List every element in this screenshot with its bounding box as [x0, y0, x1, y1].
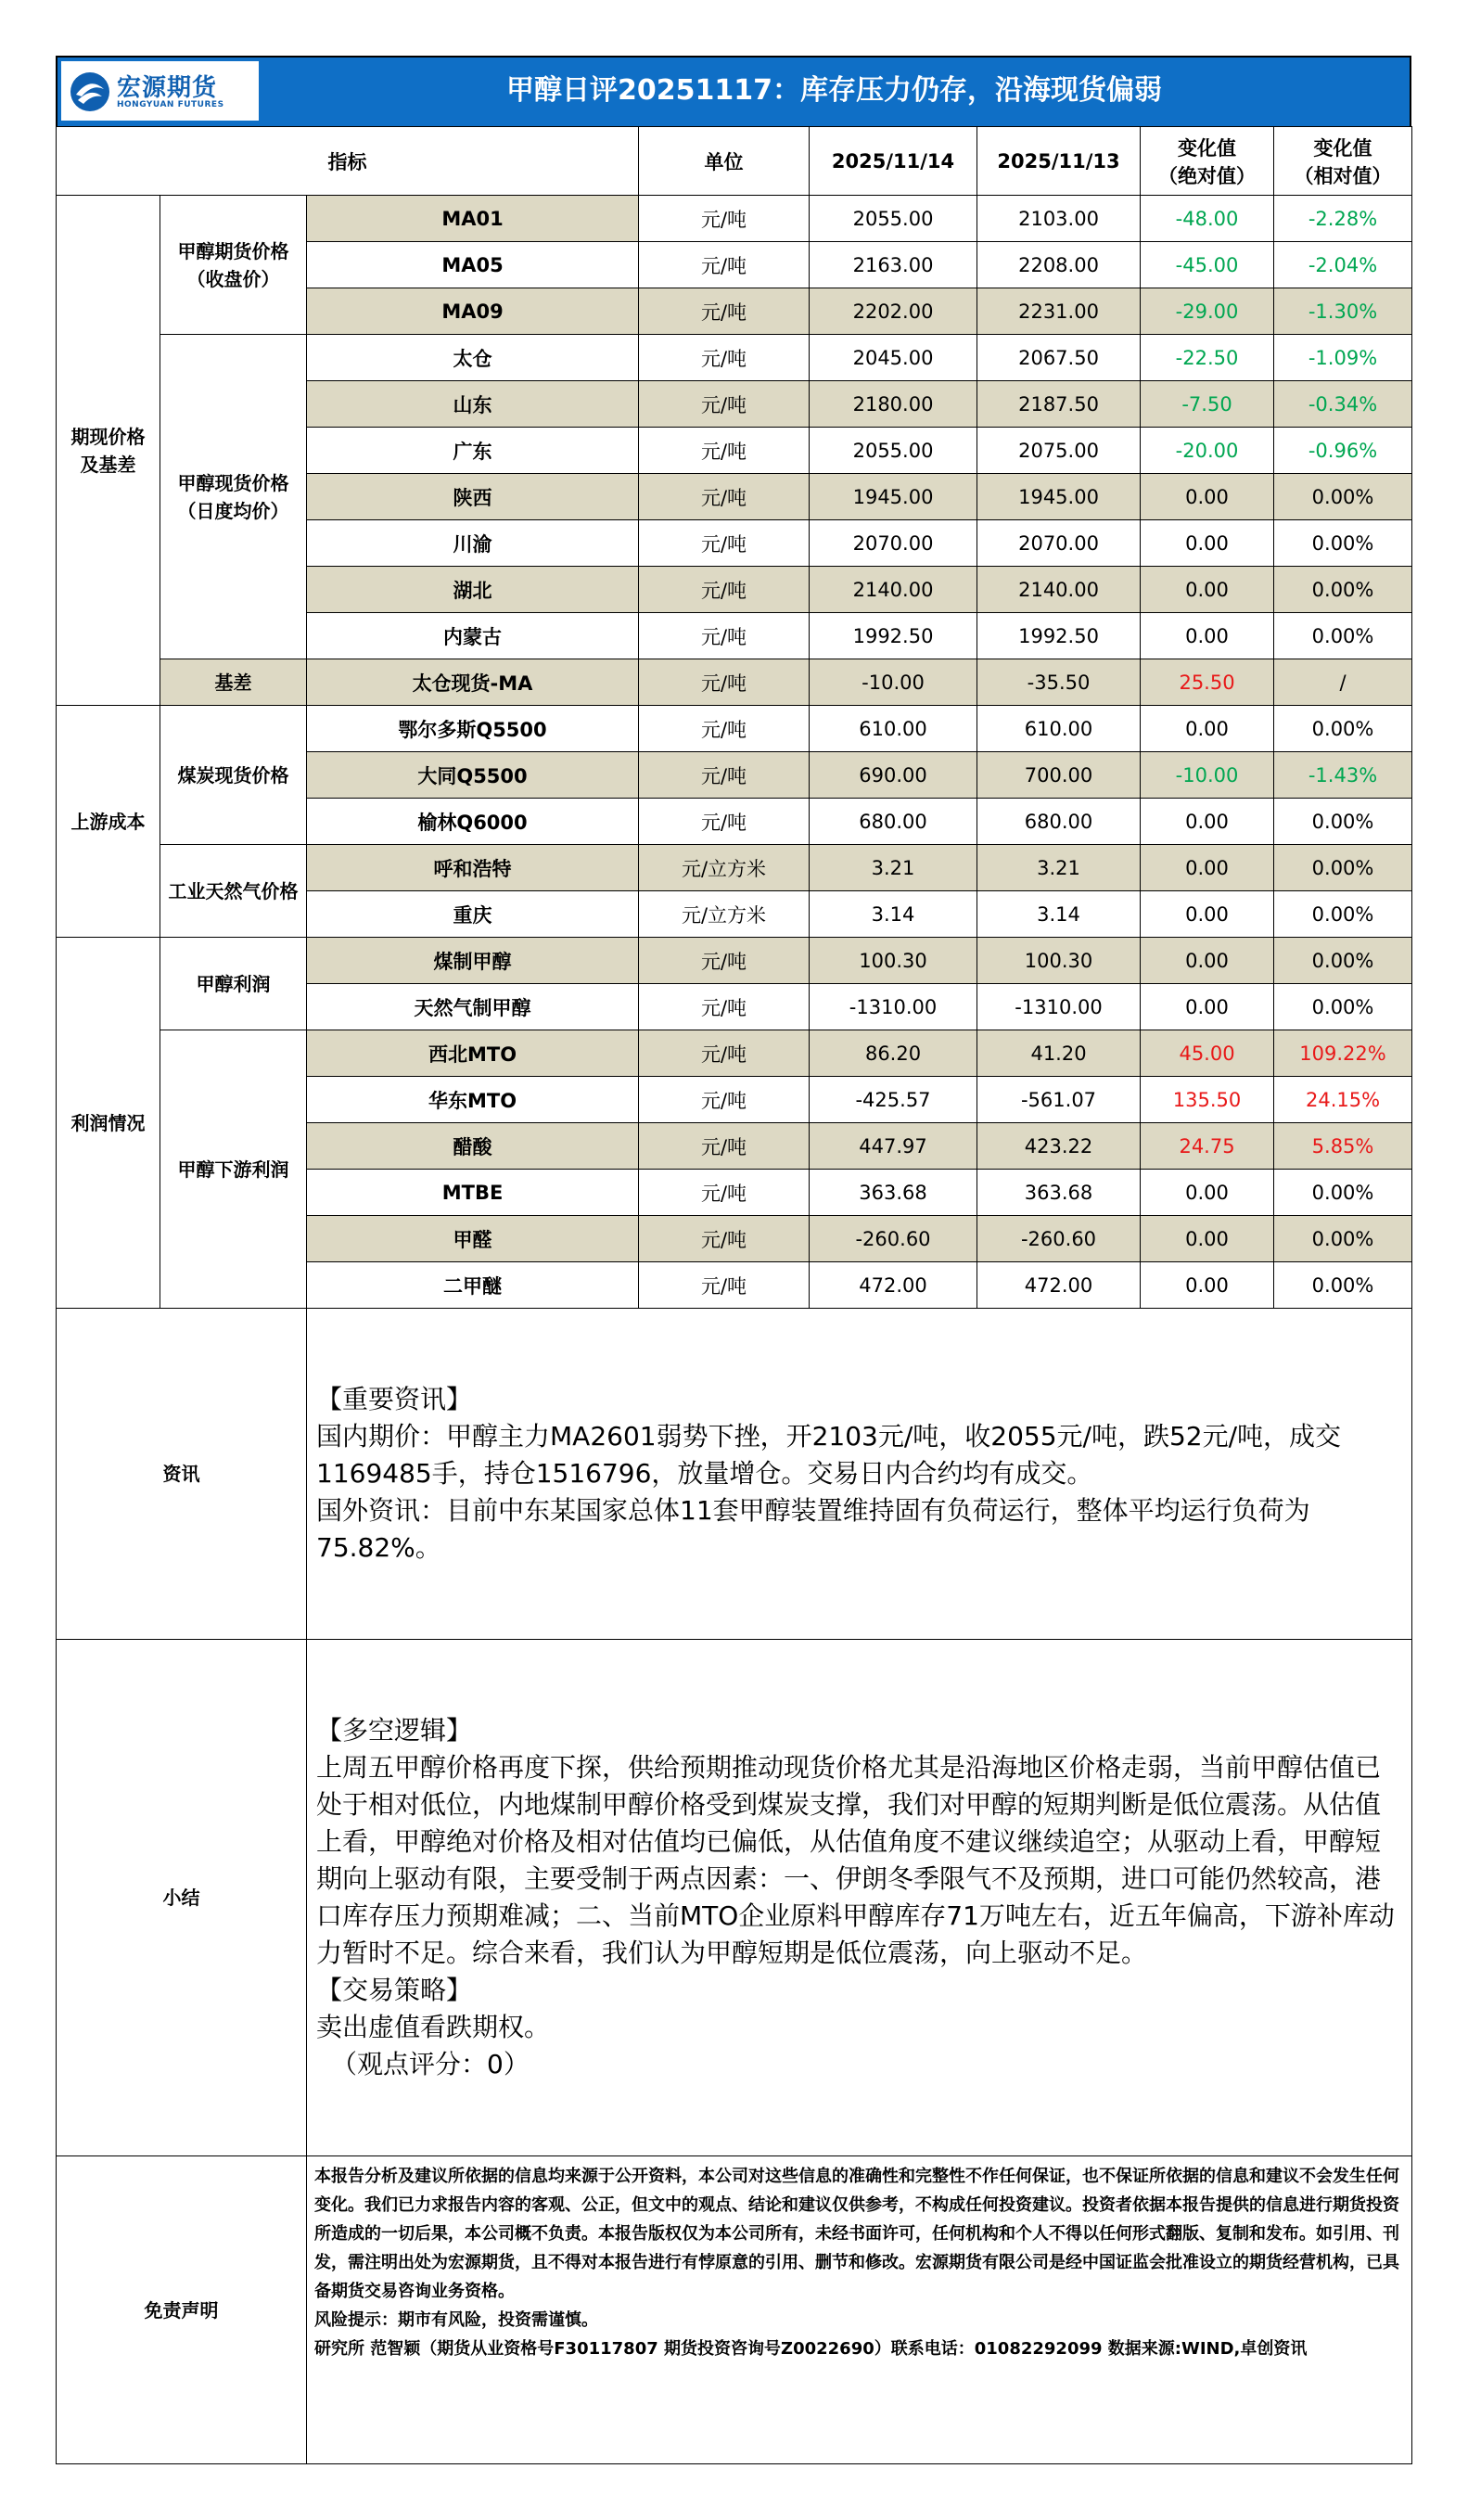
- row-change-abs: 135.50: [1141, 1077, 1274, 1123]
- report-page: [56, 56, 1411, 2464]
- row-name: 呼和浩特: [307, 845, 639, 891]
- row-value-date1: 2202.00: [810, 288, 977, 335]
- row-value-date2: 1992.50: [977, 613, 1141, 659]
- row-value-date2: -561.07: [977, 1077, 1141, 1123]
- row-value-date2: -260.60: [977, 1216, 1141, 1262]
- strategy-text: 卖出虚值看跌期权。: [316, 2012, 551, 2042]
- row-name: MA05: [307, 242, 639, 288]
- row-value-date1: 2180.00: [810, 381, 977, 428]
- row-name: MA09: [307, 288, 639, 335]
- row-change-abs: -48.00: [1141, 196, 1274, 242]
- row-change-abs: -45.00: [1141, 242, 1274, 288]
- summary-heading: 【多空逻辑】: [316, 1715, 473, 1746]
- table-row: [57, 335, 1412, 381]
- row-value-date2: -35.50: [977, 659, 1141, 706]
- row-name: 二甲醚: [307, 1262, 639, 1309]
- news-heading: 【重要资讯】: [316, 1384, 473, 1414]
- row-change-abs: -22.50: [1141, 335, 1274, 381]
- row-value-date1: 3.21: [810, 845, 977, 891]
- row-value-date2: 3.14: [977, 891, 1141, 938]
- row-value-date1: 2045.00: [810, 335, 977, 381]
- row-change-abs: 0.00: [1141, 799, 1274, 845]
- table-row: [57, 659, 1412, 706]
- row-change-rel: 0.00%: [1274, 799, 1412, 845]
- row-name: 内蒙古: [307, 613, 639, 659]
- row-value-date2: 1945.00: [977, 474, 1141, 520]
- row-unit: 元/吨: [639, 706, 810, 752]
- summary-paragraph: 上周五甲醇价格再度下探，供给预期推动现货价格尤其是沿海地区价格走弱，当前甲醇估值已处于相对低位，内地煤制甲醇价格受到煤炭支撑，我们对甲醇的短期判断是低位震荡。从估值上看，甲醇绝对价格及相对估值均已偏低，从估值角度不建议继续追空；从驱动上看，甲醇短期向上驱动有限，主要受制于两点因素：一、伊朗冬季限气不及预期，进口可能仍然较高，港口库存压力预期难减；二、当前MTO企业原料甲醇库存71万吨左右，近五年偏高，下游补库动力暂时不足。综合来看，我们认为甲醇短期是低位震荡，向上驱动不足。: [316, 1752, 1395, 1968]
- row-unit: 元/吨: [639, 799, 810, 845]
- row-unit: 元/吨: [639, 288, 810, 335]
- row-change-rel: 0.00%: [1274, 1262, 1412, 1309]
- report-header: [56, 56, 1411, 126]
- row-value-date2: 610.00: [977, 706, 1141, 752]
- row-change-rel: 0.00%: [1274, 567, 1412, 613]
- row-value-date2: 2208.00: [977, 242, 1141, 288]
- score-text: （观点评分：0）: [331, 2049, 530, 2079]
- row-unit: 元/吨: [639, 474, 810, 520]
- row-name: 重庆: [307, 891, 639, 938]
- group-label-gas: 工业天然气价格: [160, 845, 307, 938]
- row-unit: 元/吨: [639, 381, 810, 428]
- row-change-abs: 0.00: [1141, 1262, 1274, 1309]
- group-label-basis: 基差: [160, 659, 307, 706]
- logo-text-cn: 宏源期货: [117, 74, 218, 102]
- row-change-rel: -0.96%: [1274, 428, 1412, 474]
- row-change-abs: 45.00: [1141, 1030, 1274, 1077]
- row-unit: 元/吨: [639, 1077, 810, 1123]
- col-header-unit: 单位: [639, 127, 810, 196]
- row-unit: 元/吨: [639, 659, 810, 706]
- row-change-abs: 0.00: [1141, 845, 1274, 891]
- row-change-abs: 0.00: [1141, 706, 1274, 752]
- group-label-coal: 煤炭现货价格: [160, 706, 307, 845]
- row-value-date1: 100.30: [810, 938, 977, 984]
- row-value-date2: 363.68: [977, 1170, 1141, 1216]
- row-name: 西北MTO: [307, 1030, 639, 1077]
- row-value-date2: 2067.50: [977, 335, 1141, 381]
- group-label-futures: 甲醇期货价格 （收盘价）: [160, 196, 307, 335]
- row-change-abs: 0.00: [1141, 891, 1274, 938]
- row-unit: 元/吨: [639, 567, 810, 613]
- section-label-profit: 利润情况: [57, 938, 160, 1309]
- row-name: 醋酸: [307, 1123, 639, 1170]
- news-row: [57, 1309, 1412, 1640]
- row-change-rel: 5.85%: [1274, 1123, 1412, 1170]
- row-change-abs: 0.00: [1141, 984, 1274, 1030]
- row-value-date1: 2070.00: [810, 520, 977, 567]
- disclaimer-content: [307, 2156, 1412, 2464]
- table-row: [57, 196, 1412, 242]
- row-value-date1: 2163.00: [810, 242, 977, 288]
- row-name: 榆林Q6000: [307, 799, 639, 845]
- row-change-abs: 25.50: [1141, 659, 1274, 706]
- row-value-date2: 2103.00: [977, 196, 1141, 242]
- row-value-date2: 100.30: [977, 938, 1141, 984]
- row-value-date2: 3.21: [977, 845, 1141, 891]
- row-unit: 元/吨: [639, 1123, 810, 1170]
- row-change-abs: -29.00: [1141, 288, 1274, 335]
- row-change-rel: -1.09%: [1274, 335, 1412, 381]
- hongyuan-logo-icon: [69, 70, 111, 113]
- table-row: [57, 706, 1412, 752]
- strategy-heading: 【交易策略】: [316, 1975, 473, 2005]
- disclaimer-paragraph: 本报告分析及建议所依据的信息均来源于公开资料，本公司对这些信息的准确性和完整性不作任何保证，也不保证所依据的信息和建议不会发生任何变化。我们已力求报告内容的客观、公正，但文中的观点、结论和建议仅供参考，不构成任何投资建议。投资者依据本报告提供的信息进行期货投资所造成的一切后果，本公司概不负责。本报告版权仅为本公司所有，未经书面许可，任何机构和个人不得以任何形式翻版、复制和发布。如引用、刊发，需注明出处为宏源期货，且不得对本报告进行有悖原意的引用、删节和修改。宏源期货有限公司是经中国证监会批准设立的期货经营机构，已具备期货交易咨询业务资格。: [314, 2167, 1399, 2301]
- row-unit: 元/吨: [639, 752, 810, 799]
- row-change-rel: 0.00%: [1274, 474, 1412, 520]
- news-paragraph: 国外资讯：目前中东某国家总体11套甲醇装置维持固有负荷运行，整体平均运行负荷为75.82%。: [316, 1495, 1310, 1563]
- row-change-rel: 0.00%: [1274, 938, 1412, 984]
- table-row: [57, 845, 1412, 891]
- row-value-date1: 3.14: [810, 891, 977, 938]
- row-name: 广东: [307, 428, 639, 474]
- row-change-abs: -10.00: [1141, 752, 1274, 799]
- row-value-date2: 2231.00: [977, 288, 1141, 335]
- row-value-date1: 1992.50: [810, 613, 977, 659]
- row-unit: 元/吨: [639, 1170, 810, 1216]
- analyst-info: 研究所 范智颖（期货从业资格号F30117807 期货投资咨询号Z0022690）联系电话：01082292099 数据来源:WIND,卓创资讯: [314, 2339, 1308, 2359]
- row-change-abs: 0.00: [1141, 613, 1274, 659]
- row-name: MA01: [307, 196, 639, 242]
- group-label-downstream: 甲醇下游利润: [160, 1030, 307, 1309]
- row-unit: 元/吨: [639, 335, 810, 381]
- row-change-rel: -1.43%: [1274, 752, 1412, 799]
- row-change-rel: /: [1274, 659, 1412, 706]
- table-row: [57, 938, 1412, 984]
- row-change-rel: 0.00%: [1274, 984, 1412, 1030]
- row-value-date2: 423.22: [977, 1123, 1141, 1170]
- row-name: 天然气制甲醇: [307, 984, 639, 1030]
- row-name: 甲醛: [307, 1216, 639, 1262]
- summary-label: 小结: [57, 1640, 307, 2156]
- row-unit: 元/吨: [639, 938, 810, 984]
- row-value-date2: 2070.00: [977, 520, 1141, 567]
- row-name: 华东MTO: [307, 1077, 639, 1123]
- row-value-date1: 1945.00: [810, 474, 977, 520]
- col-header-indicator: 指标: [57, 127, 639, 196]
- row-value-date1: 447.97: [810, 1123, 977, 1170]
- row-change-rel: 0.00%: [1274, 706, 1412, 752]
- row-value-date1: 86.20: [810, 1030, 977, 1077]
- col-header-date1: 2025/11/14: [810, 127, 977, 196]
- row-change-abs: -20.00: [1141, 428, 1274, 474]
- row-value-date2: 2140.00: [977, 567, 1141, 613]
- row-change-rel: -2.28%: [1274, 196, 1412, 242]
- row-unit: 元/吨: [639, 613, 810, 659]
- row-change-abs: 0.00: [1141, 520, 1274, 567]
- col-header-rel: 变化值 （相对值）: [1274, 127, 1412, 196]
- row-unit: 元/立方米: [639, 891, 810, 938]
- data-table: [56, 126, 1412, 2464]
- row-value-date1: 680.00: [810, 799, 977, 845]
- row-value-date1: 2055.00: [810, 196, 977, 242]
- disclaimer-row: [57, 2156, 1412, 2464]
- row-value-date1: 690.00: [810, 752, 977, 799]
- row-value-date2: 472.00: [977, 1262, 1141, 1309]
- row-name: 鄂尔多斯Q5500: [307, 706, 639, 752]
- row-change-abs: 0.00: [1141, 1216, 1274, 1262]
- summary-row: [57, 1640, 1412, 2156]
- row-change-rel: -2.04%: [1274, 242, 1412, 288]
- row-change-abs: -7.50: [1141, 381, 1274, 428]
- row-change-rel: 0.00%: [1274, 891, 1412, 938]
- row-unit: 元/吨: [639, 1216, 810, 1262]
- row-unit: 元/吨: [639, 1262, 810, 1309]
- row-name: 湖北: [307, 567, 639, 613]
- row-change-rel: 109.22%: [1274, 1030, 1412, 1077]
- row-change-rel: -1.30%: [1274, 288, 1412, 335]
- table-header-row: [57, 127, 1412, 196]
- row-value-date1: -425.57: [810, 1077, 977, 1123]
- section-label-upstream: 上游成本: [57, 706, 160, 938]
- group-label-spot: 甲醇现货价格 （日度均价）: [160, 335, 307, 659]
- row-unit: 元/吨: [639, 196, 810, 242]
- row-change-abs: 0.00: [1141, 938, 1274, 984]
- table-row: [57, 1030, 1412, 1077]
- row-name: 川渝: [307, 520, 639, 567]
- row-unit: 元/吨: [639, 520, 810, 567]
- row-change-abs: 24.75: [1141, 1123, 1274, 1170]
- row-name: 煤制甲醇: [307, 938, 639, 984]
- row-unit: 元/吨: [639, 428, 810, 474]
- col-header-abs: 变化值 （绝对值）: [1141, 127, 1274, 196]
- row-value-date2: 700.00: [977, 752, 1141, 799]
- row-value-date1: 2140.00: [810, 567, 977, 613]
- row-value-date2: 680.00: [977, 799, 1141, 845]
- row-value-date1: 610.00: [810, 706, 977, 752]
- row-value-date1: 2055.00: [810, 428, 977, 474]
- news-paragraph: 国内期价：甲醇主力MA2601弱势下挫，开2103元/吨，收2055元/吨，跌52元/吨，成交1169485手，持仓1516796，放量增仓。交易日内合约均有成交。: [316, 1421, 1342, 1489]
- row-value-date2: 2075.00: [977, 428, 1141, 474]
- row-value-date1: -1310.00: [810, 984, 977, 1030]
- logo-text-en: HONGYUAN FUTURES: [117, 100, 224, 109]
- row-change-rel: 0.00%: [1274, 1170, 1412, 1216]
- row-value-date1: -10.00: [810, 659, 977, 706]
- col-header-date2: 2025/11/13: [977, 127, 1141, 196]
- row-change-rel: 0.00%: [1274, 1216, 1412, 1262]
- row-name: 山东: [307, 381, 639, 428]
- disclaimer-label: 免责声明: [57, 2156, 307, 2464]
- row-unit: 元/吨: [639, 1030, 810, 1077]
- row-name: 大同Q5500: [307, 752, 639, 799]
- row-unit: 元/吨: [639, 242, 810, 288]
- news-label: 资讯: [57, 1309, 307, 1640]
- row-unit: 元/吨: [639, 984, 810, 1030]
- row-change-rel: 0.00%: [1274, 520, 1412, 567]
- row-name: 太仓现货-MA: [307, 659, 639, 706]
- risk-warning: 风险提示：期市有风险，投资需谨慎。: [314, 2310, 598, 2330]
- company-logo: [61, 61, 259, 121]
- row-value-date2: 2187.50: [977, 381, 1141, 428]
- row-unit: 元/立方米: [639, 845, 810, 891]
- row-name: 陕西: [307, 474, 639, 520]
- group-label-profit: 甲醇利润: [160, 938, 307, 1030]
- row-change-rel: 24.15%: [1274, 1077, 1412, 1123]
- news-content: [307, 1309, 1412, 1640]
- row-change-rel: 0.00%: [1274, 845, 1412, 891]
- row-value-date1: -260.60: [810, 1216, 977, 1262]
- row-change-abs: 0.00: [1141, 474, 1274, 520]
- row-change-rel: -0.34%: [1274, 381, 1412, 428]
- row-change-abs: 0.00: [1141, 1170, 1274, 1216]
- row-change-rel: 0.00%: [1274, 613, 1412, 659]
- row-value-date2: -1310.00: [977, 984, 1141, 1030]
- section-label-price-basis: 期现价格 及基差: [57, 196, 160, 706]
- row-value-date1: 363.68: [810, 1170, 977, 1216]
- row-name: 太仓: [307, 335, 639, 381]
- summary-content: [307, 1640, 1412, 2156]
- row-name: MTBE: [307, 1170, 639, 1216]
- row-value-date1: 472.00: [810, 1262, 977, 1309]
- row-change-abs: 0.00: [1141, 567, 1274, 613]
- row-value-date2: 41.20: [977, 1030, 1141, 1077]
- report-title: 甲醇日评20251117：库存压力仍存，沿海现货偏弱: [506, 74, 1162, 107]
